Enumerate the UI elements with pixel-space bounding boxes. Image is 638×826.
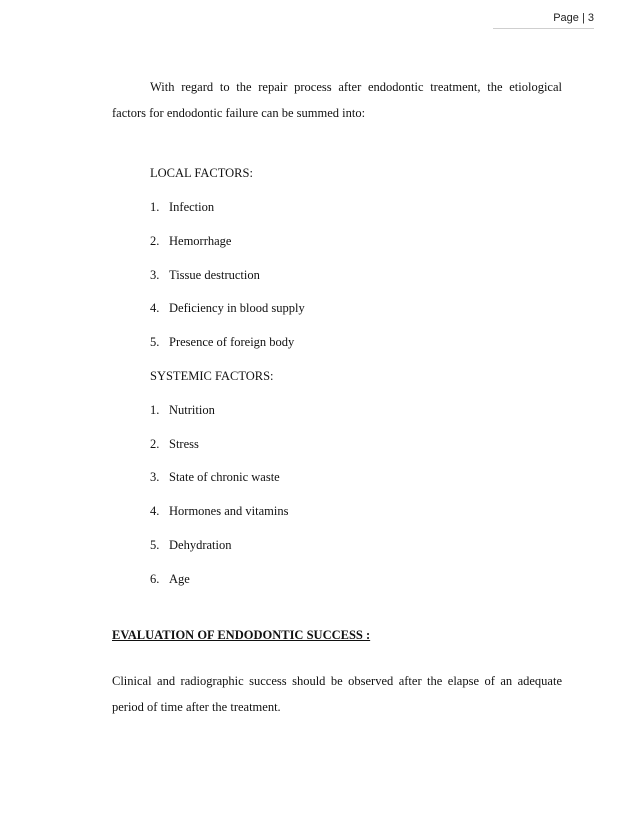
list-text: State of chronic waste — [169, 470, 280, 484]
list-number: 5. — [150, 335, 160, 349]
list-number: 2. — [150, 234, 160, 248]
local-factor-item — [150, 234, 231, 249]
list-text: Stress — [169, 437, 199, 451]
list-number: 4. — [150, 301, 160, 315]
body-paragraph: Clinical and radiographic success should be observed after the elapse of an adequate period of time after the treatment. — [112, 674, 562, 714]
list-text: Presence of foreign body — [169, 335, 295, 349]
systemic-factor-item — [150, 403, 215, 418]
list-number: 6. — [150, 572, 160, 586]
systemic-factor-item — [150, 504, 288, 519]
list-number: 2. — [150, 437, 160, 451]
intro-paragraph: With regard to the repair process after endodontic treatment, the etiological factors for endodontic failure can be summed into: — [112, 80, 562, 120]
local-factor-item — [150, 200, 214, 215]
list-number: 3. — [150, 470, 160, 484]
list-text: Hormones and vitamins — [169, 504, 289, 518]
systemic-factor-item — [150, 437, 199, 452]
systemic-factor-item — [150, 572, 190, 587]
systemic-factors-heading: SYSTEMIC FACTORS: — [150, 369, 274, 383]
list-number: 1. — [150, 403, 160, 417]
list-number: 5. — [150, 538, 160, 552]
list-text: Tissue destruction — [169, 268, 260, 282]
systemic-factor-item — [150, 538, 231, 553]
list-number: 4. — [150, 504, 160, 518]
list-number: 1. — [150, 200, 160, 214]
section-heading: EVALUATION OF ENDODONTIC SUCCESS : — [112, 628, 371, 642]
list-text: Hemorrhage — [169, 234, 232, 248]
list-text: Dehydration — [169, 538, 232, 552]
list-text: Infection — [169, 200, 215, 214]
systemic-factor-item — [150, 470, 280, 485]
local-factor-item — [150, 335, 294, 350]
list-text: Nutrition — [169, 403, 215, 417]
local-factors-heading: LOCAL FACTORS: — [150, 166, 253, 180]
local-factor-item — [150, 301, 305, 316]
list-number: 3. — [150, 268, 160, 282]
local-factor-item — [150, 268, 260, 283]
list-text: Age — [169, 572, 190, 586]
page-number: Page | 3 — [493, 12, 594, 29]
list-text: Deficiency in blood supply — [169, 301, 305, 315]
